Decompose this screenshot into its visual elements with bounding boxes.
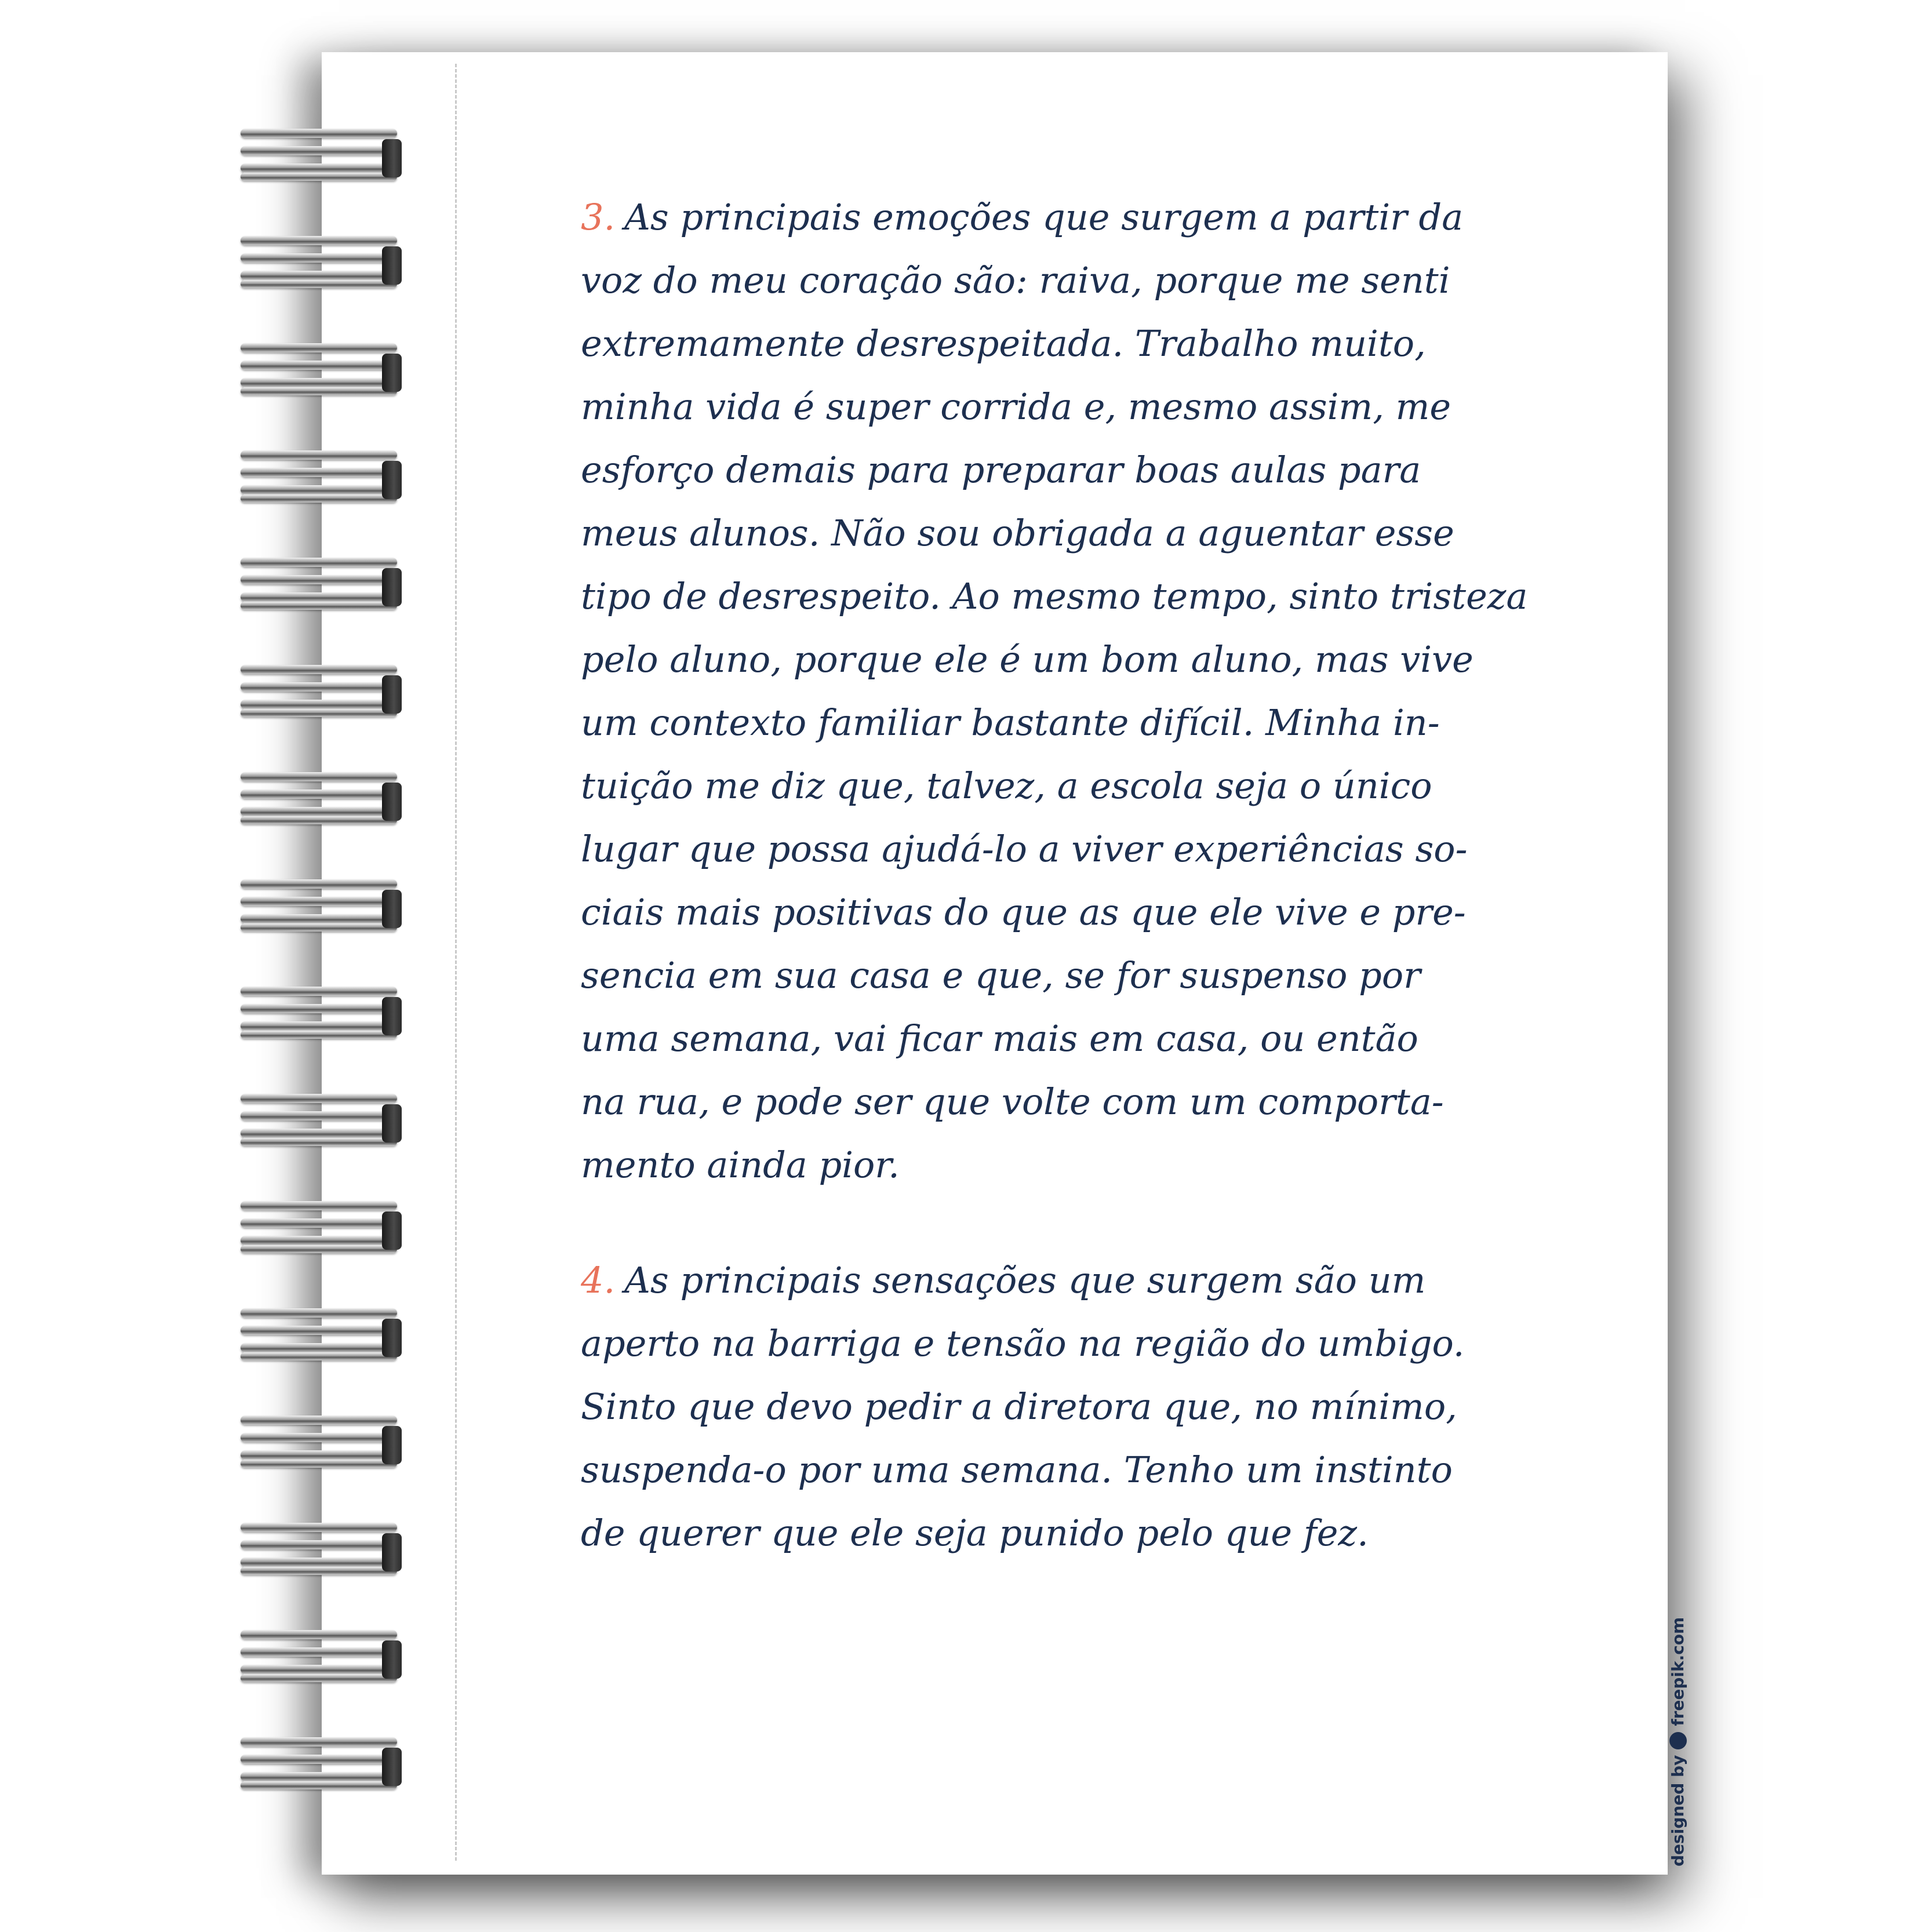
spiral-wire xyxy=(241,1772,397,1781)
entry-line-text: As principais emoções que surgem a partir da xyxy=(624,196,1464,238)
spiral-wire xyxy=(241,879,397,889)
spiral-hole xyxy=(382,1426,402,1464)
spiral-wire xyxy=(241,280,397,288)
spiral-hole xyxy=(382,1211,402,1250)
entry-line: mento ainda pior. xyxy=(581,1144,900,1186)
spiral-hole xyxy=(382,461,402,499)
spiral-wire xyxy=(241,789,397,799)
freepik-credit xyxy=(1668,1617,1687,1866)
spiral-wire xyxy=(241,923,397,932)
entry-line: um contexto familiar bastante difícil. Minha in- xyxy=(581,701,1440,744)
spiral-wire xyxy=(241,665,397,674)
entry-number: 3. xyxy=(581,196,616,238)
spiral-wire xyxy=(241,1433,397,1442)
entry-line: uma semana, vai ficar mais em casa, ou então xyxy=(581,1017,1418,1060)
credit-brand: freepik.com xyxy=(1668,1617,1687,1726)
spiral-wire xyxy=(241,1755,397,1764)
entry-line: meus alunos. Não sou obrigada a aguentar esse xyxy=(581,512,1454,554)
entry-line: na rua, e pode ser que volte com um comporta- xyxy=(581,1080,1444,1123)
spiral-wire xyxy=(241,987,397,996)
spiral-wire xyxy=(241,682,397,692)
spiral-ring xyxy=(241,772,403,825)
spiral-wire xyxy=(241,271,397,280)
spiral-ring xyxy=(241,1308,403,1362)
spiral-wire xyxy=(241,816,397,824)
spiral-wire xyxy=(241,1094,397,1103)
spiral-wire xyxy=(241,1647,397,1657)
spiral-hole xyxy=(382,890,402,928)
spiral-hole xyxy=(382,1748,402,1786)
spiral-hole xyxy=(382,1640,402,1679)
spiral-wire xyxy=(241,146,397,155)
spiral-wire xyxy=(241,914,397,923)
spiral-hole xyxy=(382,568,402,606)
margin-dashed-line xyxy=(455,64,457,1861)
entry-line: esforço demais para preparar boas aulas para xyxy=(581,449,1421,491)
spiral-ring xyxy=(241,665,403,718)
spiral-ring xyxy=(241,1523,403,1576)
entry-line: de querer que ele seja punido pelo que fez. xyxy=(581,1512,1369,1554)
spiral-hole xyxy=(382,1319,402,1357)
spiral-wire xyxy=(241,1111,397,1120)
spiral-wire xyxy=(241,129,397,138)
spiral-wire xyxy=(241,1129,397,1138)
entry-number: 4. xyxy=(581,1259,616,1301)
spiral-wire xyxy=(241,1416,397,1425)
spiral-wire xyxy=(241,1523,397,1532)
spiral-wire xyxy=(241,897,397,906)
spiral-wire xyxy=(241,1460,397,1468)
spiral-wire xyxy=(241,1567,397,1575)
spiral-wire xyxy=(241,772,397,781)
spiral-ring xyxy=(241,879,403,933)
entry-line: pelo aluno, porque ele é um bom aluno, mas vive xyxy=(581,638,1473,681)
entry-line: sencia em sua casa e que, se for suspenso por xyxy=(581,954,1421,996)
entry-line: ciais mais positivas do que as que ele vive e pre- xyxy=(581,891,1466,933)
spiral-ring xyxy=(241,343,403,396)
spiral-wire xyxy=(241,236,397,245)
spiral-wire xyxy=(241,1236,397,1245)
spiral-wire xyxy=(241,700,397,709)
spiral-ring xyxy=(241,987,403,1040)
entry-4 xyxy=(581,1249,1531,1564)
spiral-wire xyxy=(241,1737,397,1747)
spiral-wire xyxy=(241,253,397,263)
spiral-wire xyxy=(241,1245,397,1253)
spiral-wire xyxy=(241,558,397,567)
credit-designed-by: designed by xyxy=(1668,1755,1687,1866)
entry-line: tuição me diz que, talvez, a escola seja o único xyxy=(581,765,1432,807)
freepik-logo-icon xyxy=(1669,1732,1687,1749)
spiral-hole xyxy=(382,783,402,821)
spiral-wire xyxy=(241,807,397,816)
spiral-wire xyxy=(241,494,397,503)
spiral-hole xyxy=(382,1533,402,1571)
spiral-ring xyxy=(241,1201,403,1254)
entry-line: suspenda-o por uma semana. Tenho um instinto xyxy=(581,1449,1453,1491)
spiral-wire xyxy=(241,1558,397,1567)
entry-line: lugar que possa ajudá-lo a viver experiências so- xyxy=(581,828,1468,870)
spiral-wire xyxy=(241,361,397,370)
entry-line: Sinto que devo pedir a diretora que, no mínimo, xyxy=(581,1385,1457,1428)
spiral-wire xyxy=(241,1218,397,1228)
entry-line: voz do meu coração são: raiva, porque me senti xyxy=(581,259,1450,301)
spiral-wire xyxy=(241,1343,397,1352)
spiral-ring xyxy=(241,1416,403,1469)
spiral-hole xyxy=(382,1104,402,1143)
spiral-wire xyxy=(241,1201,397,1210)
spiral-ring xyxy=(241,1094,403,1147)
spiral-wire xyxy=(241,343,397,352)
entry-line: extremamente desrespeitada. Trabalho muito, xyxy=(581,322,1426,365)
entry-line-text: As principais sensações que surgem são um xyxy=(624,1259,1426,1301)
spiral-wire xyxy=(241,1540,397,1549)
spiral-wire xyxy=(241,468,397,477)
entry-line xyxy=(581,185,1531,249)
spiral-wire xyxy=(241,1781,397,1789)
spiral-ring xyxy=(241,1737,403,1791)
spiral-wire xyxy=(241,173,397,181)
spiral-ring xyxy=(241,558,403,611)
spiral-wire xyxy=(241,1674,397,1682)
spiral-wire xyxy=(241,1630,397,1639)
spiral-wire xyxy=(241,387,397,395)
entry-3 xyxy=(581,185,1531,1196)
spiral-wire xyxy=(241,602,397,610)
spiral-wire xyxy=(241,450,397,460)
spiral-wire xyxy=(241,1665,397,1674)
spiral-wire xyxy=(241,1326,397,1335)
spiral-wire xyxy=(241,163,397,173)
spiral-ring xyxy=(241,129,403,182)
spiral-hole xyxy=(382,675,402,714)
notebook-page xyxy=(322,52,1668,1875)
spiral-wire xyxy=(241,485,397,494)
spiral-hole xyxy=(382,997,402,1035)
spiral-wire xyxy=(241,575,397,584)
spiral-hole xyxy=(382,246,402,285)
entry-line: aperto na barriga e tensão na região do umbigo. xyxy=(581,1322,1465,1365)
spiral-wire xyxy=(241,1031,397,1039)
spiral-wire xyxy=(241,1450,397,1460)
spiral-wire xyxy=(241,1021,397,1031)
spiral-ring xyxy=(241,236,403,289)
spiral-ring xyxy=(241,450,403,504)
spiral-wire xyxy=(241,1308,397,1318)
spiral-wire xyxy=(241,378,397,387)
spiral-wire xyxy=(241,1352,397,1360)
spiral-hole xyxy=(382,354,402,392)
entry-line: tipo de desrespeito. Ao mesmo tempo, sinto tristeza xyxy=(581,575,1528,617)
entry-line: minha vida é super corrida e, mesmo assim, me xyxy=(581,385,1451,428)
spiral-wire xyxy=(241,592,397,602)
spiral-ring xyxy=(241,1630,403,1683)
spiral-wire xyxy=(241,1138,397,1146)
spiral-wire xyxy=(241,1004,397,1013)
entry-line xyxy=(581,1249,1531,1312)
spiral-hole xyxy=(382,139,402,177)
spiral-wire xyxy=(241,709,397,717)
